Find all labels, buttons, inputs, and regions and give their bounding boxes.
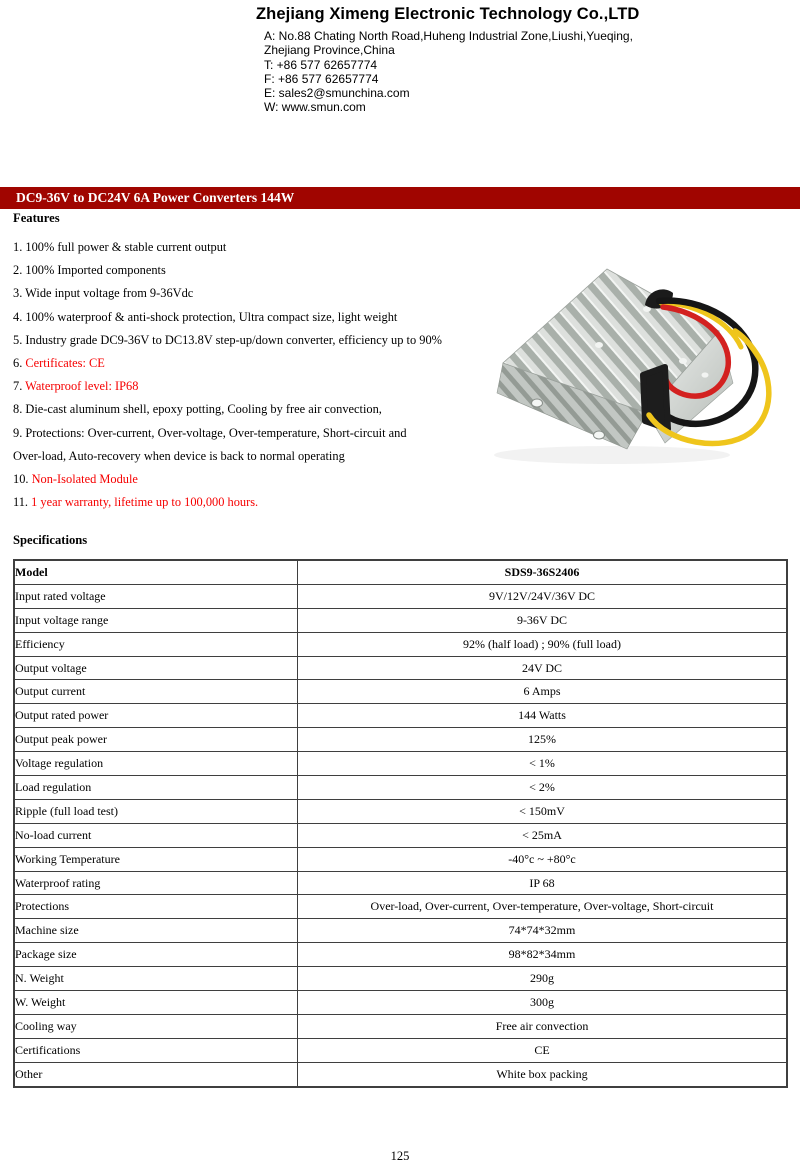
spec-label: Input rated voltage — [14, 584, 298, 608]
spec-row — [14, 895, 787, 919]
spec-value: 9-36V DC — [298, 608, 788, 632]
feature-text: Die-cast aluminum shell, epoxy potting, Cooling by free air convection, — [25, 402, 382, 417]
company-header — [256, 5, 639, 115]
spec-label: Model — [14, 560, 298, 584]
spec-row — [14, 560, 787, 584]
spec-label: Efficiency — [14, 632, 298, 656]
spec-value: 92% (half load) ; 90% (full load) — [298, 632, 788, 656]
mount-hole — [594, 431, 605, 439]
spec-value: 290g — [298, 967, 788, 991]
spec-value: 9V/12V/24V/36V DC — [298, 584, 788, 608]
spec-label: Voltage regulation — [14, 752, 298, 776]
company-contact-block — [256, 29, 639, 115]
spec-row — [14, 919, 787, 943]
feature-number: 11. — [13, 495, 32, 510]
spec-row — [14, 799, 787, 823]
company-name: Zhejiang Ximeng Electronic Technology Co.,LTD — [256, 5, 640, 23]
page-footer — [0, 1149, 800, 1164]
mount-hole — [532, 399, 543, 407]
feature-text: Non-Isolated Module — [31, 471, 138, 486]
spec-value: < 1% — [298, 752, 788, 776]
contact-line: F: +86 577 62657774 — [264, 71, 379, 86]
feature-item — [13, 398, 487, 421]
spec-label: Other — [14, 1062, 298, 1086]
spec-value: 98*82*34mm — [298, 943, 788, 967]
spec-row — [14, 1014, 787, 1038]
feature-number: 2. — [13, 263, 26, 278]
spec-label: N. Weight — [14, 967, 298, 991]
product-shadow — [494, 446, 730, 464]
feature-number: 9. — [13, 425, 26, 440]
spec-row — [14, 656, 787, 680]
feature-number: 5. — [13, 332, 26, 347]
feature-item — [13, 468, 487, 491]
product-photo — [487, 263, 787, 468]
spec-label: Waterproof rating — [14, 871, 298, 895]
spec-label: Package size — [14, 943, 298, 967]
spec-value: < 150mV — [298, 799, 788, 823]
spec-label: W. Weight — [14, 991, 298, 1015]
spec-row — [14, 608, 787, 632]
feature-item — [13, 282, 487, 305]
fin-dimple — [595, 342, 603, 348]
spec-row — [14, 871, 787, 895]
feature-text: Protections: Over-current, Over-voltage, Over-temperature, Short-circuit and — [25, 425, 407, 440]
spec-label: Output rated power — [14, 704, 298, 728]
specifications-table — [13, 559, 788, 1088]
spec-label: Output voltage — [14, 656, 298, 680]
spec-label: Certifications — [14, 1038, 298, 1062]
spec-label: Load regulation — [14, 776, 298, 800]
fin-dimple — [702, 372, 709, 377]
feature-item — [13, 306, 487, 329]
spec-value: < 2% — [298, 776, 788, 800]
spec-row — [14, 991, 787, 1015]
spec-label: Cooling way — [14, 1014, 298, 1038]
spec-value: IP 68 — [298, 871, 788, 895]
spec-row — [14, 1062, 787, 1086]
spec-value: < 25mA — [298, 823, 788, 847]
feature-text: Over-load, Auto-recovery when device is back to normal operating — [13, 448, 345, 463]
spec-row — [14, 823, 787, 847]
spec-value: Over-load, Over-current, Over-temperature, Over-voltage, Short-circuit — [298, 895, 788, 919]
feature-item — [13, 445, 487, 468]
spec-label: Ripple (full load test) — [14, 799, 298, 823]
contact-line: E: sales2@smunchina.com — [264, 86, 410, 101]
spec-value: 74*74*32mm — [298, 919, 788, 943]
spec-row — [14, 752, 787, 776]
features-heading: Features — [13, 211, 60, 225]
feature-text: Industry grade DC9-36V to DC13.8V step-up/down converter, efficiency up to 90% — [25, 332, 442, 347]
spec-label: No-load current — [14, 823, 298, 847]
feature-number: 8. — [13, 402, 26, 417]
spec-row — [14, 847, 787, 871]
feature-number: 10. — [13, 471, 32, 486]
spec-value: SDS9-36S2406 — [298, 560, 788, 584]
spec-value: 6 Amps — [298, 680, 788, 704]
spec-value: 144 Watts — [298, 704, 788, 728]
spec-row — [14, 728, 787, 752]
spec-row — [14, 632, 787, 656]
feature-number: 3. — [13, 286, 26, 301]
feature-number: 1. — [13, 240, 26, 254]
spec-label: Machine size — [14, 919, 298, 943]
specifications-heading: Specifications — [13, 533, 88, 547]
feature-number: 6. — [13, 355, 26, 370]
features-list — [13, 236, 487, 514]
spec-row — [14, 584, 787, 608]
fin-dimple — [679, 358, 687, 364]
spec-value: CE — [298, 1038, 788, 1062]
feature-text: 1 year warranty, lifetime up to 100,000 hours. — [31, 495, 259, 510]
contact-line: Zhejiang Province,China — [264, 43, 395, 58]
product-title-banner — [0, 187, 800, 209]
feature-number: 7. — [13, 379, 26, 394]
features-section — [13, 211, 487, 514]
contact-line: A: No.88 Chating North Road,Huheng Industrial Zone,Liushi,Yueqing, — [264, 29, 633, 43]
contact-line: T: +86 577 62657774 — [264, 57, 378, 72]
feature-item — [13, 352, 487, 375]
spec-value: 24V DC — [298, 656, 788, 680]
spec-value: 125% — [298, 728, 788, 752]
spec-row — [14, 680, 787, 704]
spec-label: Input voltage range — [14, 608, 298, 632]
spec-label: Protections — [14, 895, 298, 919]
spec-value: White box packing — [298, 1062, 788, 1086]
feature-text: Wide input voltage from 9-36Vdc — [25, 286, 194, 301]
product-title: DC9-36V to DC24V 6A Power Converters 144W — [16, 190, 295, 205]
contact-line: W: www.smun.com — [264, 100, 366, 115]
specifications-section — [13, 533, 788, 1088]
page-number: 125 — [390, 1149, 410, 1163]
feature-item — [13, 236, 487, 259]
spec-row — [14, 967, 787, 991]
spec-row — [14, 943, 787, 967]
spec-row — [14, 1038, 787, 1062]
spec-row — [14, 704, 787, 728]
spec-row — [14, 776, 787, 800]
spec-label: Working Temperature — [14, 847, 298, 871]
feature-text: 100% full power & stable current output — [25, 240, 227, 254]
feature-item — [13, 259, 487, 282]
feature-number: 4. — [13, 309, 26, 324]
spec-label: Output current — [14, 680, 298, 704]
feature-text: Certificates: CE — [25, 355, 105, 370]
feature-item — [13, 491, 487, 514]
converter-illustration — [487, 263, 787, 468]
feature-item — [13, 329, 487, 352]
feature-item — [13, 375, 487, 398]
spec-value: -40°c ~ +80°c — [298, 847, 788, 871]
feature-text: 100% Imported components — [25, 263, 166, 278]
feature-text: Waterproof level: IP68 — [25, 379, 139, 394]
spec-value: 300g — [298, 991, 788, 1015]
spec-label: Output peak power — [14, 728, 298, 752]
spec-value: Free air convection — [298, 1014, 788, 1038]
feature-text: 100% waterproof & anti-shock protection, Ultra compact size, light weight — [25, 309, 398, 324]
feature-item — [13, 422, 487, 445]
